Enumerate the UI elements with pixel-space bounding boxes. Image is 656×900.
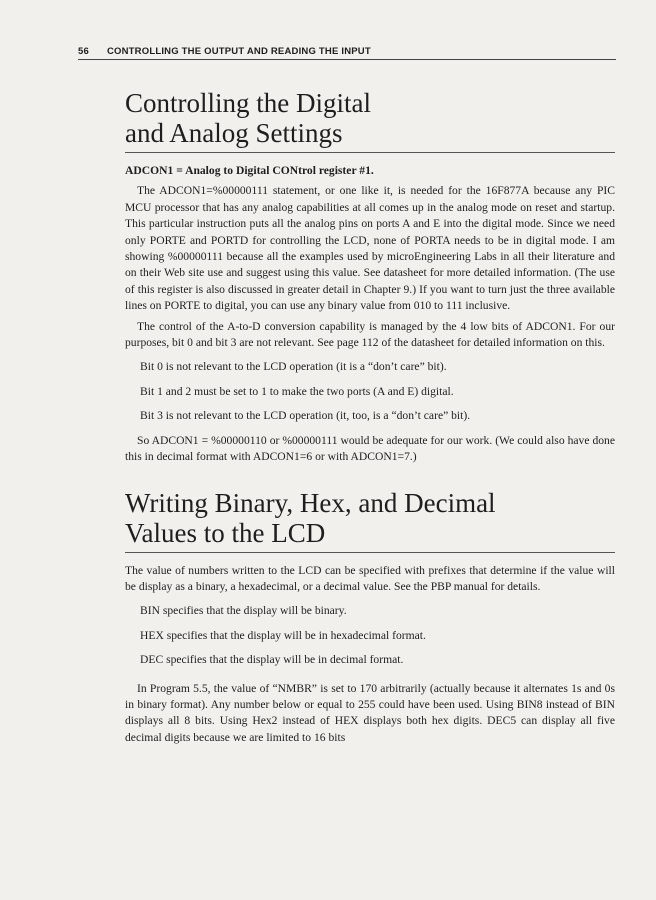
page-number: 56 [78,46,89,57]
paragraph-number-prefixes: The value of numbers written to the LCD can be specified with prefixes that determine if the value will be display as a binary, a hexadecimal, or a decimal value. See the PBP manual for details. [125,563,615,593]
paragraph-program-5-5: In Program 5.5, the value of “NMBR” is set to 170 arbitrarily (actually because it alternates 1s and 0s in binary format). Any number below or equal to 255 could have been used. Using BIN8 instead of BIN displays all 8 bits. Using Hex2 instead of HEX displays both hex digits. DEC5 can display all five decimal digits because we are limited to 16 bits [125,681,615,744]
dec-prefix-note: DEC specifies that the display will be in decimal format. [140,653,404,667]
section-heading-writing-values-lcd [125,488,615,553]
bin-prefix-note: BIN specifies that the display will be binary. [140,604,347,618]
heading-line-2: Values to the LCD [125,517,326,548]
bit-1-2-note: Bit 1 and 2 must be set to 1 to make the two ports (A and E) digital. [140,384,454,398]
paragraph-ad-conversion-control: The control of the A-to-D conversion capability is managed by the 4 low bits of ADCON1. For our purposes, bit 0 and bit 3 are not relevant. See page 112 of the datasheet for detailed information on this. [125,319,615,350]
heading-line-2: and Analog Settings [125,118,343,148]
bit-3-note: Bit 3 is not relevant to the LCD operation (it, too, is a “don’t care” bit). [140,409,471,423]
adcon1-lead-heading: ADCON1 = Analog to Digital CONtrol register #1. [125,164,374,177]
hex-prefix-note: HEX specifies that the display will be in hexadecimal format. [140,628,426,642]
page-content [125,88,615,750]
heading-line-1: Controlling the Digital [125,88,371,118]
heading-line-1: Writing Binary, Hex, and Decimal [125,487,496,518]
paragraph-adcon1-statement: The ADCON1=%00000111 statement, or one like it, is needed for the 16F877A because any PIC MCU processor that has any analog capabilities at all comes up in the analog mode on reset and startup. This particular instruction puts all the analog pins on ports A and E into the digital mode. Since we need only PORTE and PORTD for controlling the LCD, none of PORTA needs to be in digital mode. I am showing %00000111 because all the examples used by microEngineering Labs in all their literature and on their Web site use and suggest using this value. See datasheet for more detailed information. (The use of this register is also discussed in greater detail in Chapter 9.) If you want to turn just the three available lines on PORTE to digital, you can use any binary value from 010 to 111 inclusive. [125,184,615,313]
running-title: CONTROLLING THE OUTPUT AND READING THE INPUT [106,46,371,57]
bit-0-note: Bit 0 is not relevant to the LCD operation (it is a “don’t care” bit). [140,360,447,374]
running-header [78,46,616,60]
section-heading-digital-analog-settings [125,88,615,153]
paragraph-adcon1-values: So ADCON1 = %00000110 or %00000111 would be adequate for our work. (We could also have done this in decimal format with ADCON1=6 or with ADCON1=7.) [125,433,615,464]
